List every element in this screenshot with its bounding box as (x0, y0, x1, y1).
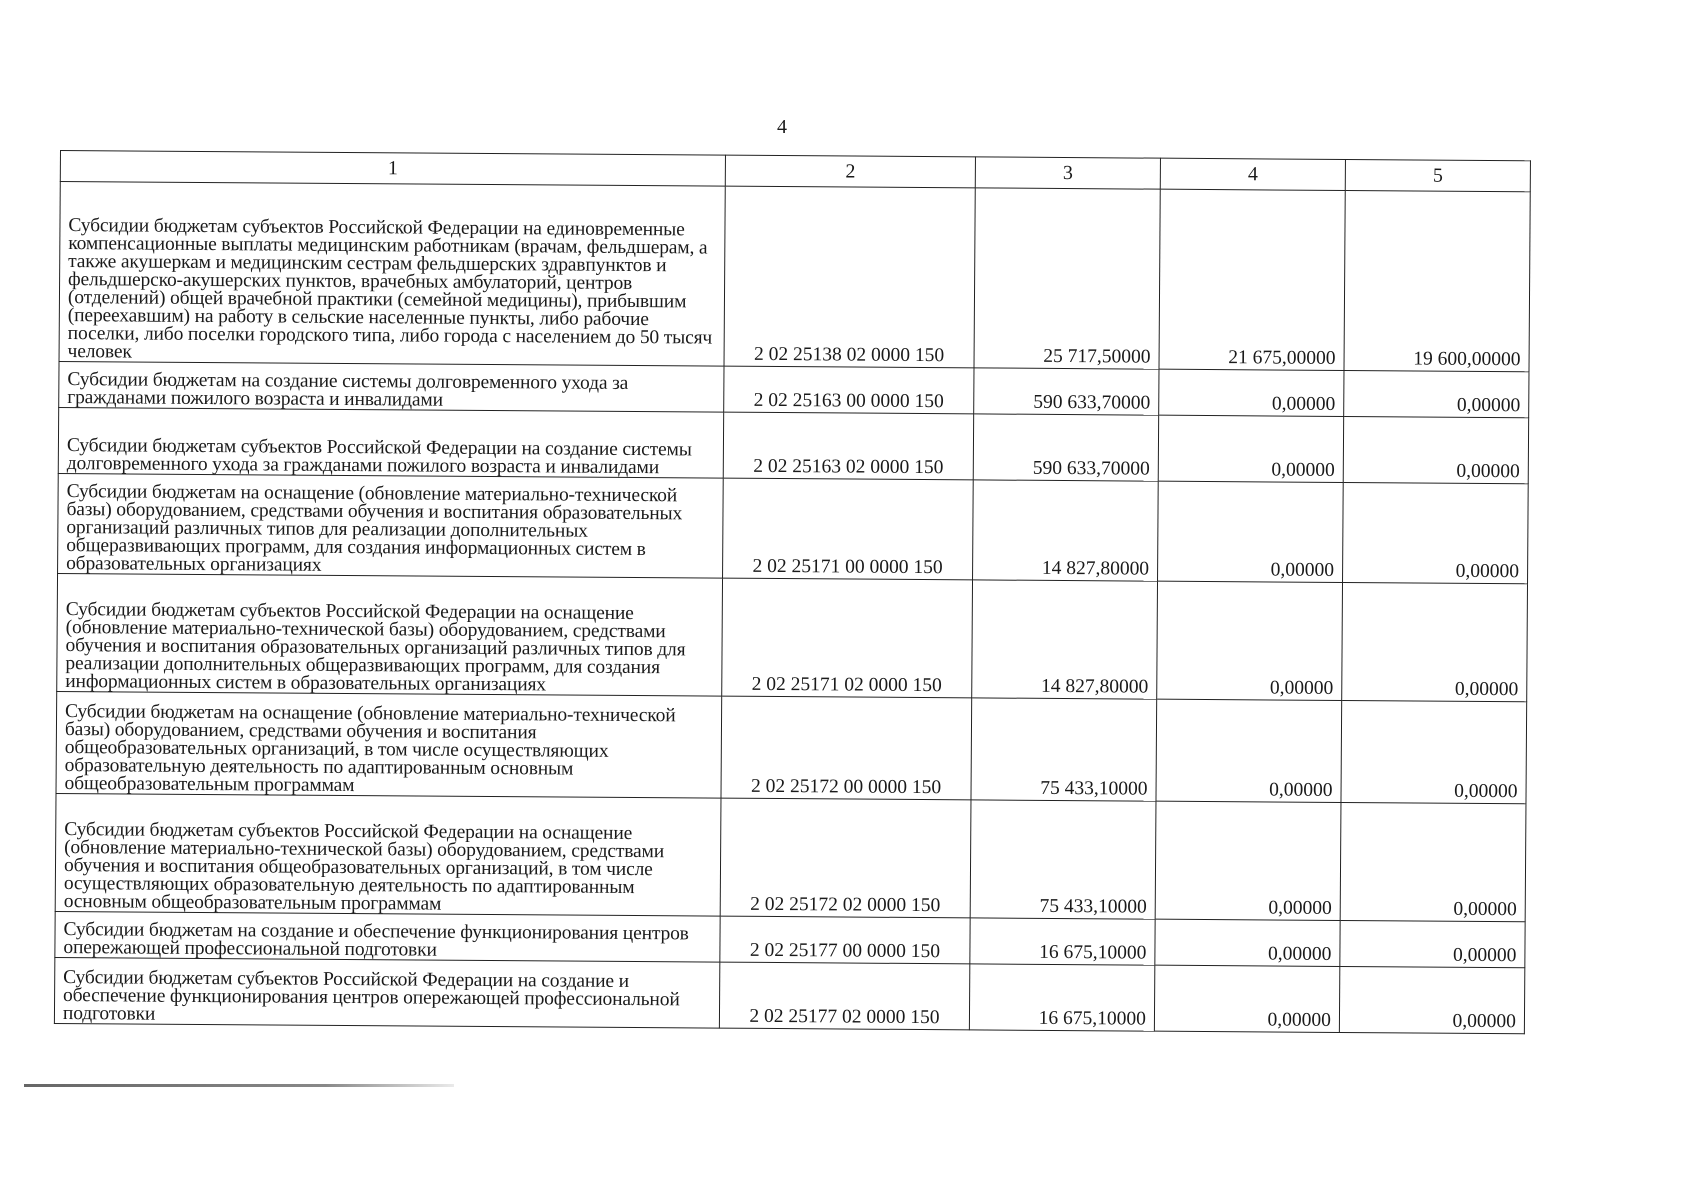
budget-classification-code: 2 02 25138 02 0000 150 (724, 186, 975, 368)
amount-column-4: 0,00000 (1155, 801, 1341, 920)
budget-classification-code: 2 02 25172 00 0000 150 (721, 696, 972, 800)
amount-column-3: 14 827,80000 (972, 580, 1158, 699)
budget-classification-code: 2 02 25172 02 0000 150 (720, 798, 971, 918)
column-header: 4 (1160, 158, 1345, 190)
scan-edge-line (24, 1084, 454, 1087)
table-row (57, 573, 1528, 701)
budget-classification-code: 2 02 25163 00 0000 150 (724, 366, 974, 414)
table-row (55, 911, 1525, 967)
row-description: Субсидии бюджетам на создание системы долговременного ухода за гражданами пожилого возраста и инвалидами (59, 361, 724, 412)
amount-column-4: 0,00000 (1158, 415, 1343, 482)
amount-column-5: 19 600,00000 (1344, 190, 1530, 371)
table-row (59, 361, 1529, 417)
row-description: Субсидии бюджетам субъектов Российской Федерации на оснащение (обновление материально-технической базы) оборудованием, средствами обучения и воспитания общеобразовательных организаций, в том числе осуществляющих образовательную деятельность по адаптированным основным общеобразовательным программам (55, 793, 721, 916)
budget-classification-code: 2 02 25163 02 0000 150 (723, 412, 973, 480)
row-description: Субсидии бюджетам на оснащение (обновление материально-технической базы) оборудованием, средствами обучения и воспитания общеобразовательных организаций, в том числе осуществляющих образовательную деятельность по адаптированным основным общеобразовательным программам (56, 691, 722, 798)
column-header: 3 (975, 157, 1160, 189)
amount-column-5: 0,00000 (1343, 416, 1528, 483)
budget-classification-code: 2 02 25177 02 0000 150 (719, 962, 969, 1030)
amount-column-3: 16 675,10000 (970, 918, 1155, 965)
table-row (54, 957, 1524, 1033)
row-description: Субсидии бюджетам на создание и обеспечение функционирования центров опережающей профессиональной подготовки (55, 911, 720, 962)
budget-classification-code: 2 02 25171 02 0000 150 (722, 578, 973, 698)
amount-column-3: 590 633,70000 (974, 368, 1159, 415)
column-header: 2 (725, 155, 975, 188)
amount-column-4: 0,00000 (1155, 919, 1340, 966)
amount-column-5: 0,00000 (1344, 370, 1529, 417)
budget-classification-code: 2 02 25177 00 0000 150 (720, 916, 970, 964)
amount-column-4: 0,00000 (1158, 481, 1344, 582)
table-row (55, 793, 1526, 921)
amount-column-4: 0,00000 (1157, 581, 1343, 700)
amount-column-4: 21 675,00000 (1159, 189, 1345, 370)
amount-column-5: 0,00000 (1341, 700, 1527, 803)
table-row (58, 473, 1529, 583)
amount-column-5: 0,00000 (1343, 482, 1529, 583)
row-description: Субсидии бюджетам субъектов Российской Федерации на создание и обеспечение функционирования центров опережающей профессиональной подготовки (54, 957, 719, 1028)
table-row (59, 182, 1530, 372)
amount-column-5: 0,00000 (1342, 582, 1528, 701)
column-header: 1 (60, 151, 725, 187)
amount-column-5: 0,00000 (1339, 966, 1524, 1033)
row-description: Субсидии бюджетам субъектов Российской Федерации на единовременные компенсационные выплаты медицинским работникам (врачам, фельдшерам, а также акушеркам и медицинским сестрам фельдшерских здравпунктов и фельдшерско-акушерских пунктов, врачебных амбулаторий, центров (отделений) общей врачебной практики (семейной медицины), прибывшим (переехавшим) на работу в сельские населенные пункты, либо рабочие поселки, либо поселки городского типа, либо города с населением до 50 тысяч человек (59, 182, 725, 367)
row-description: Субсидии бюджетам на оснащение (обновление материально-технической базы) оборудованием, средствами обучения и воспитания образовательных организаций различных типов для реализации дополнительных общеразвивающих программ, для создания информационных систем в образовательных организациях (58, 473, 724, 578)
amount-column-3: 75 433,10000 (970, 800, 1156, 919)
amount-column-3: 75 433,10000 (971, 698, 1157, 801)
table-row (56, 691, 1527, 803)
row-description: Субсидии бюджетам субъектов Российской Федерации на оснащение (обновление материально-технической базы) оборудованием, средствами обучения и воспитания образовательных организаций различных типов для реализации дополнительных общеразвивающих программ, для создания информационных систем в образовательных организациях (57, 573, 723, 696)
amount-column-4: 0,00000 (1156, 699, 1342, 802)
amount-column-5: 0,00000 (1340, 802, 1526, 921)
amount-column-3: 590 633,70000 (973, 414, 1158, 481)
amount-column-5: 0,00000 (1340, 920, 1525, 967)
row-description: Субсидии бюджетам субъектов Российской Федерации на создание системы долговременного ухода за гражданами пожилого возраста и инвалидами (58, 407, 723, 478)
amount-column-4: 0,00000 (1154, 965, 1339, 1032)
table-row (58, 407, 1528, 483)
amount-column-3: 14 827,80000 (973, 480, 1159, 581)
amount-column-3: 16 675,10000 (969, 964, 1154, 1031)
page-number: 4 (777, 116, 787, 138)
column-header: 5 (1345, 159, 1530, 191)
amount-column-3: 25 717,50000 (974, 188, 1160, 369)
budget-revenue-table (54, 150, 1531, 1034)
amount-column-4: 0,00000 (1159, 369, 1344, 416)
budget-classification-code: 2 02 25171 00 0000 150 (723, 478, 974, 580)
